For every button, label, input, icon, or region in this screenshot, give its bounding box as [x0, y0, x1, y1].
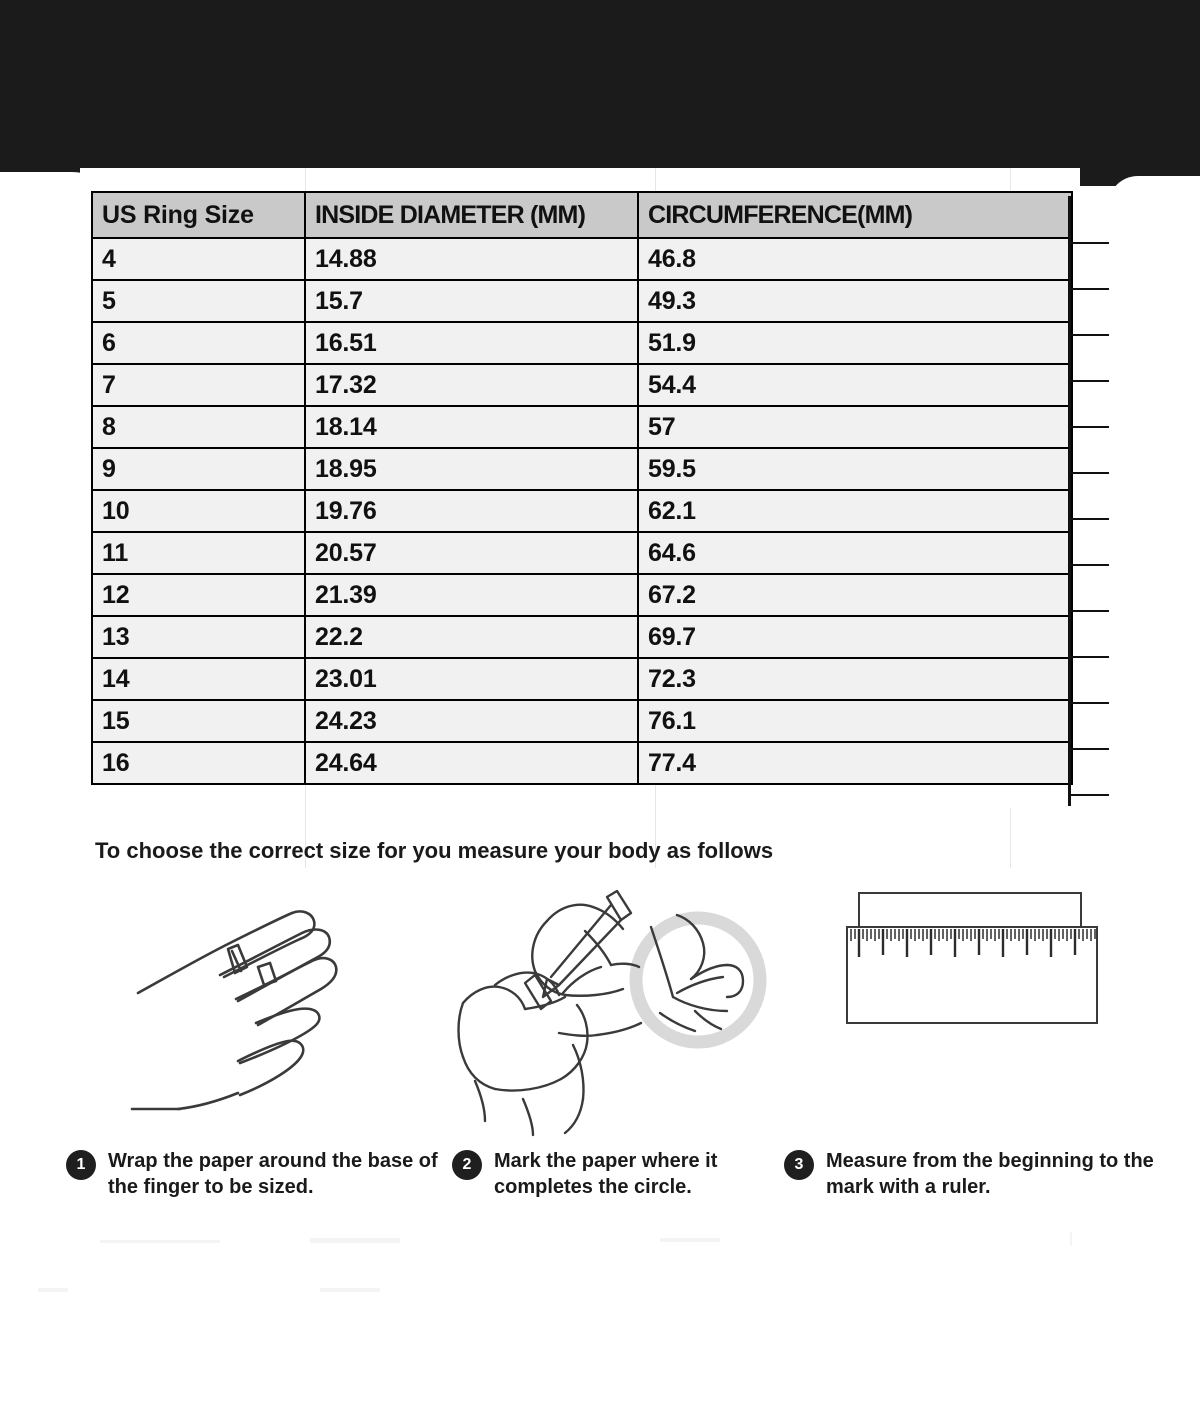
- step-number-badge-3: 3: [784, 1150, 814, 1180]
- ruler-measuring-paper-strip-icon: [845, 885, 1115, 1045]
- table-row: [92, 574, 1072, 616]
- instruction-step-3: [784, 1148, 1184, 1201]
- cell-circumference: 57: [638, 406, 1072, 448]
- table-edge-tick: [1071, 564, 1109, 566]
- scan-artifact: [310, 1238, 400, 1243]
- cell-us-ring-size: 7: [92, 364, 305, 406]
- cell-us-ring-size: 6: [92, 322, 305, 364]
- table-edge-tick: [1071, 334, 1109, 336]
- table-edge-tick: [1071, 794, 1109, 796]
- cell-circumference: 62.1: [638, 490, 1072, 532]
- cell-inside-diameter: 24.64: [305, 742, 638, 784]
- cell-inside-diameter: 21.39: [305, 574, 638, 616]
- step-text-1: Wrap the paper around the base of the finger to be sized.: [108, 1150, 438, 1199]
- cell-inside-diameter: 15.7: [305, 280, 638, 322]
- cell-us-ring-size: 14: [92, 658, 305, 700]
- table-edge-tick: [1071, 518, 1109, 520]
- table-edge-tick: [1071, 748, 1109, 750]
- cell-inside-diameter: 19.76: [305, 490, 638, 532]
- table-row: [92, 616, 1072, 658]
- table-row: [92, 448, 1072, 490]
- cell-inside-diameter: 22.2: [305, 616, 638, 658]
- table-edge-tick: [1071, 426, 1109, 428]
- cell-inside-diameter: 18.95: [305, 448, 638, 490]
- cell-circumference: 67.2: [638, 574, 1072, 616]
- table-edge-tick: [1071, 288, 1109, 290]
- ring-size-table-body: [92, 238, 1072, 784]
- table-row: [92, 406, 1072, 448]
- cell-circumference: 49.3: [638, 280, 1072, 322]
- table-row: [92, 700, 1072, 742]
- instruction-illustrations: [0, 885, 1200, 1150]
- cell-us-ring-size: 13: [92, 616, 305, 658]
- table-edge-tick: [1071, 702, 1109, 704]
- column-header-inside-diameter: INSIDE DIAMETER (MM): [305, 192, 638, 238]
- column-header-circumference: CIRCUMFERENCE(MM): [638, 192, 1072, 238]
- cell-circumference: 46.8: [638, 238, 1072, 280]
- cell-inside-diameter: 17.32: [305, 364, 638, 406]
- cell-inside-diameter: 16.51: [305, 322, 638, 364]
- page-header-banner: [0, 0, 1200, 186]
- cell-circumference: 69.7: [638, 616, 1072, 658]
- cell-circumference: 76.1: [638, 700, 1072, 742]
- step-text-3: Measure from the beginning to the mark with a ruler.: [826, 1150, 1154, 1199]
- cell-us-ring-size: 8: [92, 406, 305, 448]
- cell-us-ring-size: 9: [92, 448, 305, 490]
- table-edge-tick: [1071, 472, 1109, 474]
- table-row: [92, 364, 1072, 406]
- cell-us-ring-size: 11: [92, 532, 305, 574]
- cell-inside-diameter: 20.57: [305, 532, 638, 574]
- ring-size-table: [91, 191, 1073, 785]
- cell-us-ring-size: 12: [92, 574, 305, 616]
- scan-artifact: [1070, 1232, 1072, 1246]
- table-row: [92, 280, 1072, 322]
- table-row: [92, 490, 1072, 532]
- table-row: [92, 238, 1072, 280]
- instruction-step-2: [452, 1148, 782, 1201]
- cell-us-ring-size: 10: [92, 490, 305, 532]
- cell-circumference: 51.9: [638, 322, 1072, 364]
- scan-artifact: [38, 1288, 68, 1292]
- instruction-step-1: [66, 1148, 446, 1201]
- ring-size-table-container: [91, 191, 1071, 785]
- table-edge-tick: [1071, 242, 1109, 244]
- cell-inside-diameter: 24.23: [305, 700, 638, 742]
- cell-circumference: 59.5: [638, 448, 1072, 490]
- table-row: [92, 532, 1072, 574]
- table-row: [92, 742, 1072, 784]
- scan-artifact: [660, 1238, 720, 1242]
- scan-artifact: [100, 1240, 220, 1243]
- table-row: [92, 658, 1072, 700]
- step-number-badge-2: 2: [452, 1150, 482, 1180]
- cell-inside-diameter: 23.01: [305, 658, 638, 700]
- cell-us-ring-size: 16: [92, 742, 305, 784]
- cell-circumference: 64.6: [638, 532, 1072, 574]
- step-text-2: Mark the paper where it completes the circle.: [494, 1150, 718, 1199]
- cell-circumference: 54.4: [638, 364, 1072, 406]
- scan-artifact: [320, 1288, 380, 1292]
- cell-us-ring-size: 5: [92, 280, 305, 322]
- table-edge-tick: [1071, 380, 1109, 382]
- table-header-row: [92, 192, 1072, 238]
- column-header-us-ring-size: US Ring Size: [92, 192, 305, 238]
- cell-us-ring-size: 4: [92, 238, 305, 280]
- step-number-badge-1: 1: [66, 1150, 96, 1180]
- hand-with-paper-strip-icon: [120, 885, 400, 1135]
- table-row: [92, 322, 1072, 364]
- table-edge-tick: [1071, 610, 1109, 612]
- measure-instructions-intro: To choose the correct size for you measure your body as follows: [95, 838, 774, 863]
- table-edge-tick: [1071, 656, 1109, 658]
- hand-marking-paper-with-pen-icon: [455, 885, 785, 1145]
- cell-circumference: 72.3: [638, 658, 1072, 700]
- cell-inside-diameter: 14.88: [305, 238, 638, 280]
- cell-inside-diameter: 18.14: [305, 406, 638, 448]
- banner-corner-notch-right: [1108, 176, 1200, 216]
- cell-us-ring-size: 15: [92, 700, 305, 742]
- cell-circumference: 77.4: [638, 742, 1072, 784]
